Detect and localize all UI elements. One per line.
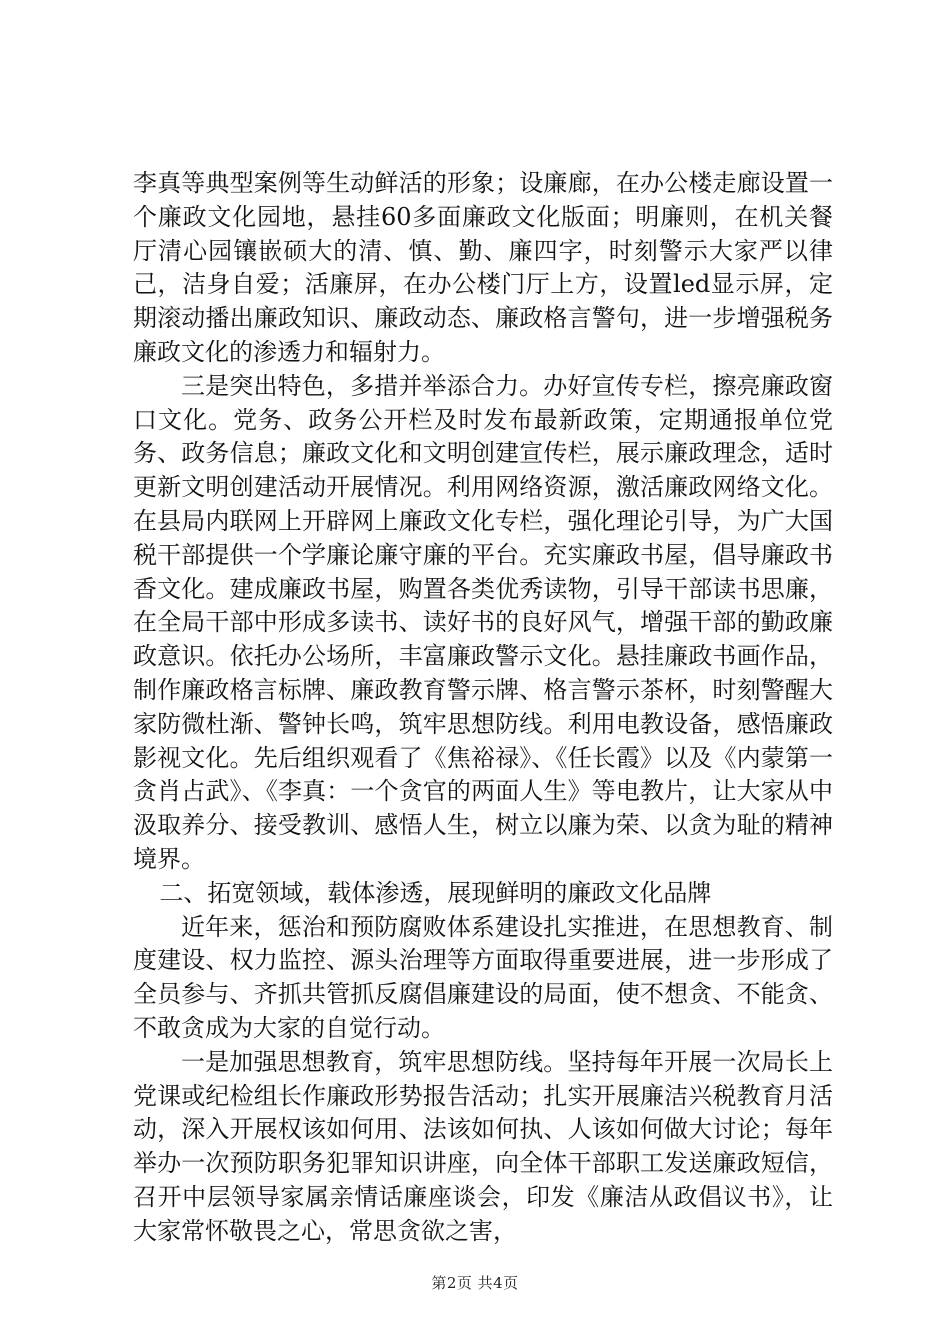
document-body — [133, 167, 833, 1249]
paragraph-continuation: 李真等典型案例等生动鲜活的形象；设廉廊，在办公楼走廊设置一个廉政文化园地，悬挂60多面廉政文化版面；明廉则，在机关餐厅清心园镶嵌硕大的清、慎、勤、廉四字，时刻警示大家严以律己，洁身自爱；活廉屏，在办公楼门厅上方，设置led显示屏，定期滚动播出廉政知识、廉政动态、廉政格言警句，进一步增强税务廉政文化的渗透力和辐射力。 — [133, 169, 833, 366]
paragraph-first-point: 一是加强思想教育，筑牢思想防线。坚持每年开展一次局长上党课或纪检组长作廉政形势报告活动；扎实开展廉洁兴税教育月活动，深入开展权该如何用、法该如何执、人该如何做大讨论；每年举办一次预防职务犯罪知识讲座，向全体干部职工发送廉政短信，召开中层领导家属亲情话廉座谈会，印发《廉洁从政倡议书》，让大家常怀敬畏之心，常思贪欲之害， — [133, 1047, 833, 1245]
paragraph-intro: 近年来，惩治和预防腐败体系建设扎实推进，在思想教育、制度建设、权力监控、源头治理等方面取得重要进展，进一步形成了全员参与、齐抓共管抓反腐倡廉建设的局面，使不想贪、不能贪、不敢贪成为大家的自觉行动。 — [133, 912, 833, 1042]
page-footer: 第2页 共4页 — [431, 1274, 519, 1292]
paragraph-third-point: 三是突出特色，多措并举添合力。办好宣传专栏，擦亮廉政窗口文化。党务、政务公开栏及时发布最新政策，定期通报单位党务、政务信息；廉政文化和文明创建宣传栏，展示廉政理念，适时更新文明创建活动开展情况。利用网络资源，激活廉政网络文化。在县局内联网上开辟网上廉政文化专栏，强化理论引导，为广大国税干部提供一个学廉论廉守廉的平台。充实廉政书屋，倡导廉政书香文化。建成廉政书屋，购置各类优秀读物，引导干部读书思廉，在全局干部中形成多读书、读好书的良好风气，增强干部的勤政廉政意识。依托办公场所，丰富廉政警示文化。悬挂廉政书画作品，制作廉政格言标牌、廉政教育警示牌、格言警示茶杯，时刻警醒大家防微杜渐、警钟长鸣，筑牢思想防线。利用电教设备，感悟廉政影视文化。先后组织观看了《焦裕禄》、《任长霞》以及《内蒙第一贪肖占武》、《李真：一个贪官的两面人生》等电教片，让大家从中汲取养分、接受教训、感悟人生，树立以廉为荣、以贪为耻的精神境界。 — [133, 371, 833, 873]
section-heading: 二、拓宽领域，载体渗透，展现鲜明的廉政文化品牌 — [159, 878, 712, 907]
